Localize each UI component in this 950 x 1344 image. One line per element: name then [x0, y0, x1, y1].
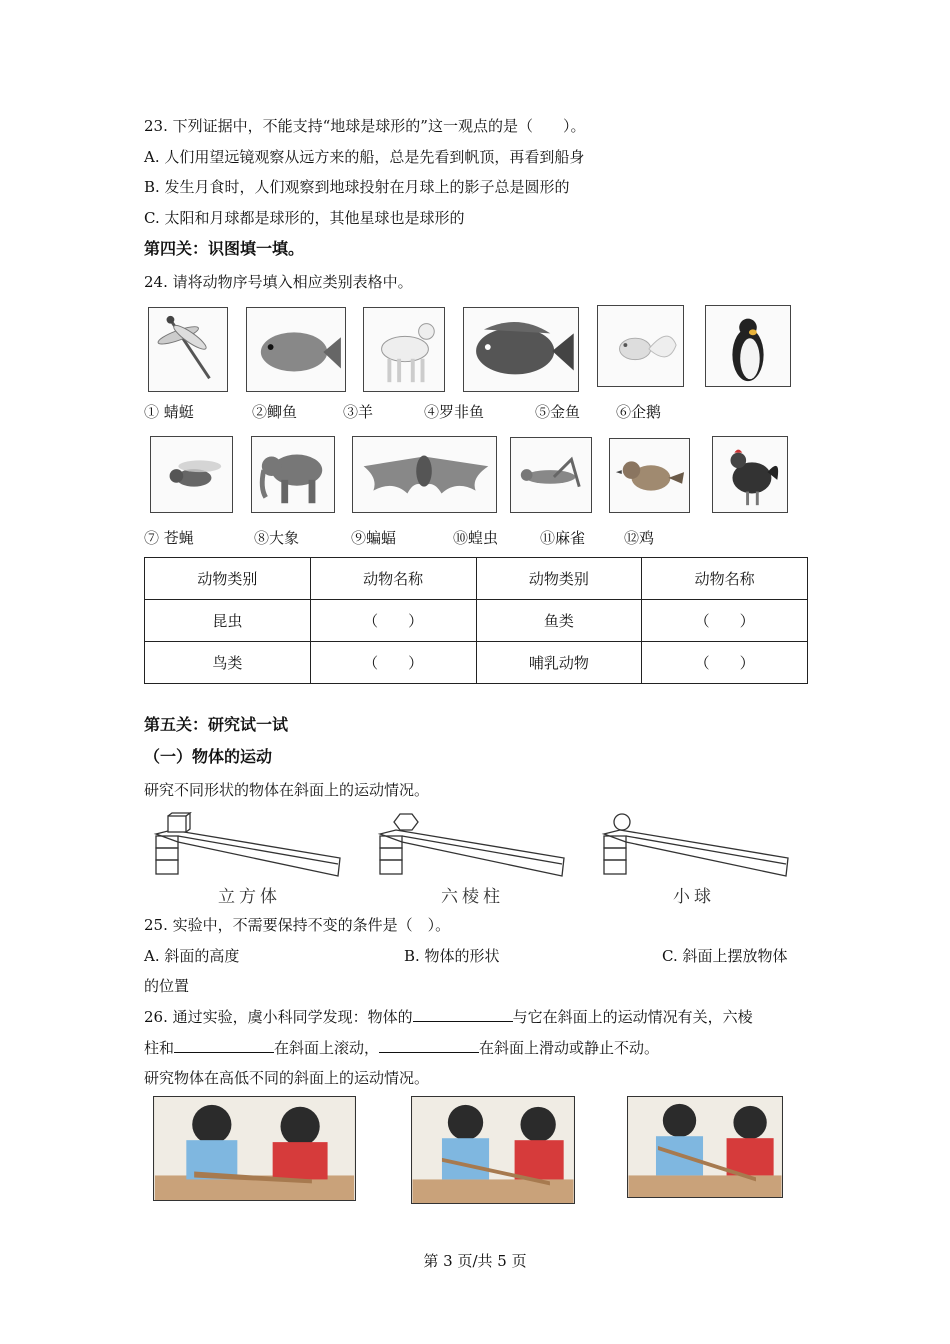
experiment-photo-high-slope	[627, 1096, 783, 1198]
label-tilapia: ④罗非鱼	[424, 403, 485, 421]
q26-text: 在斜面上滚动，	[274, 1039, 380, 1057]
ramp-diagrams	[150, 812, 800, 882]
chicken-image	[712, 436, 788, 513]
label-dragonfly: ① 蜻蜓	[144, 403, 194, 421]
ramp-hexagonal-prism	[380, 814, 564, 876]
table-cell: 鱼类	[476, 600, 642, 642]
dragonfly-image	[148, 307, 228, 392]
q25-option-c-cont: 的位置	[144, 977, 190, 995]
table-header-cell: 动物名称	[310, 558, 476, 600]
label-penguin: ⑥企鹅	[616, 403, 662, 421]
q23-option-a: A. 人们用望远镜观察从远方来的船，总是先看到帆顶，再看到船身	[144, 148, 585, 166]
label-bat: ⑨蝙蝠	[351, 529, 397, 547]
q26-blank-3[interactable]	[379, 1037, 479, 1053]
table-answer-cell[interactable]: （ ）	[642, 642, 808, 684]
tilapia-image	[463, 307, 579, 392]
ramp-label-cube: 立方体	[218, 887, 281, 907]
q26-text: 26. 通过实验，虞小科同学发现：物体的	[144, 1008, 413, 1026]
table-answer-cell[interactable]: （ ）	[642, 600, 808, 642]
q26-text: 在斜面上滑动或静止不动。	[479, 1039, 660, 1057]
section5-intro: 研究不同形状的物体在斜面上的运动情况。	[144, 781, 430, 799]
ramp-ball	[604, 814, 788, 876]
label-crucian-carp: ②鲫鱼	[252, 403, 298, 421]
label-goat: ③羊	[343, 403, 374, 421]
label-goldfish: ⑤金鱼	[535, 403, 581, 421]
table-header-cell: 动物类别	[476, 558, 642, 600]
label-fly: ⑦ 苍蝇	[144, 529, 194, 547]
experiment-photo-low-slope	[153, 1096, 356, 1201]
table-header-cell: 动物类别	[145, 558, 311, 600]
q26-line2	[144, 1037, 659, 1058]
ramp-cube	[156, 813, 340, 876]
experiment-photo-medium-slope	[411, 1096, 575, 1204]
table-cell: 鸟类	[145, 642, 311, 684]
sparrow-image	[609, 438, 690, 513]
section5-title: 第五关：研究试一试	[144, 715, 289, 734]
section4-title: 第四关：识图填一填。	[144, 239, 305, 258]
q23-stem: 23. 下列证据中，不能支持“地球是球形的”这一观点的是（ ）。	[144, 117, 586, 135]
goat-image	[363, 307, 445, 392]
q26-line1	[144, 1006, 753, 1027]
q24-stem: 24. 请将动物序号填入相应类别表格中。	[144, 273, 413, 291]
table-cell: 哺乳动物	[476, 642, 642, 684]
q26-blank-2[interactable]	[174, 1037, 274, 1053]
label-chicken: ⑫鸡	[624, 529, 655, 547]
locust-image	[510, 437, 592, 513]
label-elephant: ⑧大象	[254, 529, 300, 547]
page-footer: 第 3 页/共 5 页	[423, 1252, 527, 1270]
ramp-label-hexagonal-prism: 六棱柱	[441, 887, 504, 907]
goldfish-image	[597, 305, 684, 387]
table-row	[145, 642, 808, 684]
penguin-image	[705, 305, 791, 387]
elephant-image	[251, 436, 335, 513]
ramp-label-ball: 小球	[673, 887, 715, 907]
table-header-row	[145, 558, 808, 600]
q26-text: 柱和	[144, 1039, 175, 1057]
bat-image	[352, 436, 497, 513]
table-cell: 昆虫	[145, 600, 311, 642]
q23-option-c: C. 太阳和月球都是球形的，其他星球也是球形的	[144, 209, 465, 227]
table-answer-cell[interactable]: （ ）	[310, 600, 476, 642]
fly-image	[150, 436, 233, 513]
classification-table	[144, 557, 808, 684]
q26-blank-1[interactable]	[413, 1006, 513, 1022]
section5-subtitle: （一）物体的运动	[144, 747, 273, 766]
label-sparrow: ⑪麻雀	[540, 529, 586, 547]
table-row	[145, 600, 808, 642]
label-locust: ⑩蝗虫	[453, 529, 499, 547]
q25-option-b: B. 物体的形状	[404, 947, 500, 965]
table-header-cell: 动物名称	[642, 558, 808, 600]
crucian-carp-image	[246, 307, 346, 392]
q25-option-a: A. 斜面的高度	[144, 947, 240, 965]
q25-stem: 25. 实验中，不需要保持不变的条件是（ ）。	[144, 916, 451, 934]
q26-text: 与它在斜面上的运动情况有关，六棱	[512, 1008, 753, 1026]
q23-option-b: B. 发生月食时，人们观察到地球投射在月球上的影子总是圆形的	[144, 178, 570, 196]
intro2: 研究物体在高低不同的斜面上的运动情况。	[144, 1069, 430, 1087]
q25-option-c: C. 斜面上摆放物体	[662, 947, 788, 965]
table-answer-cell[interactable]: （ ）	[310, 642, 476, 684]
